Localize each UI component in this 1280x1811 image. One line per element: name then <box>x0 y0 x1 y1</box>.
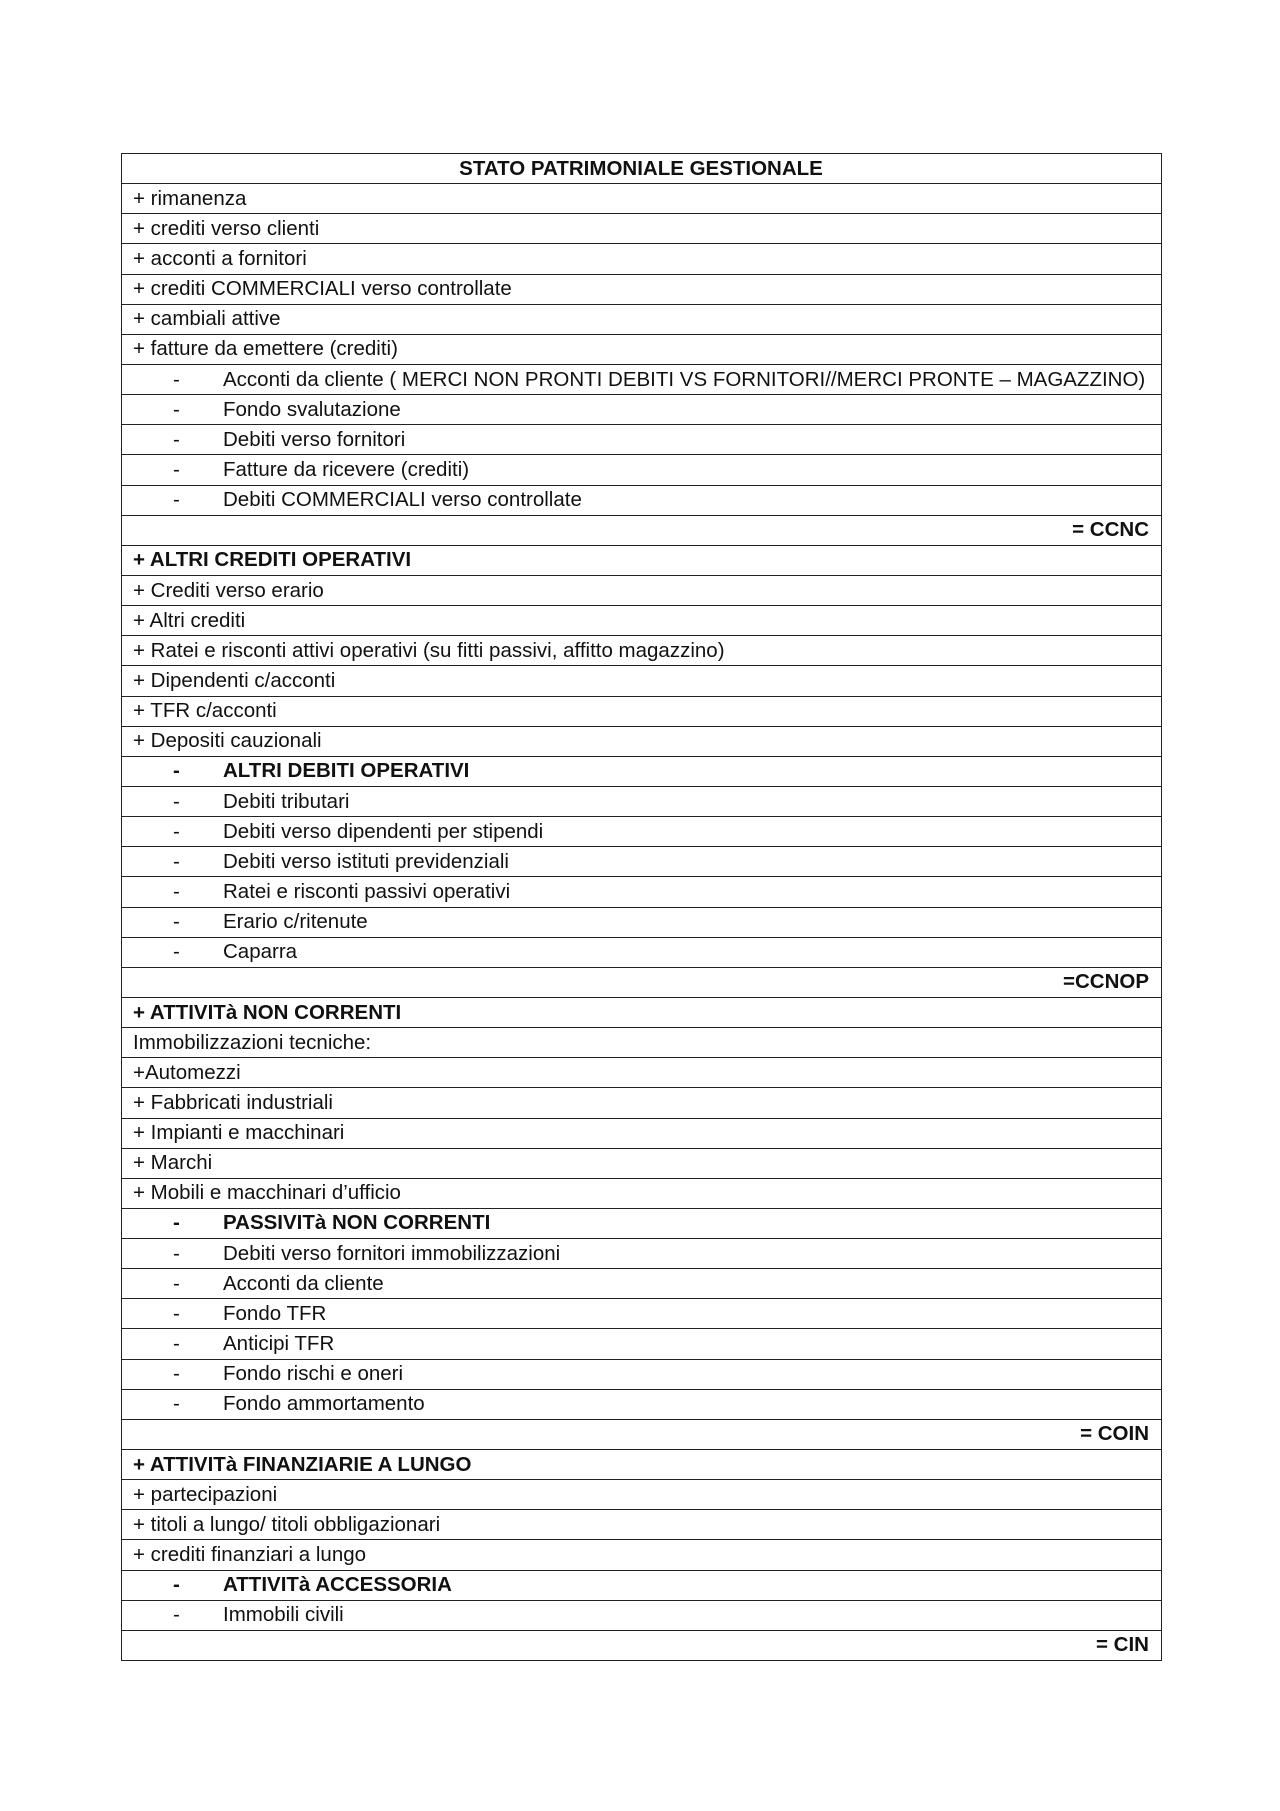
minus-sign: - <box>173 1332 180 1356</box>
row-label: Fondo rischi e oneri <box>223 1362 404 1386</box>
row-label: Debiti verso fornitori <box>223 427 406 451</box>
total-label: = CCNC <box>122 515 1162 545</box>
table-row <box>122 877 1162 907</box>
row-cell <box>122 907 1162 937</box>
table-row <box>122 455 1162 485</box>
row-cell <box>122 1208 1162 1238</box>
table-row <box>122 997 1162 1027</box>
row-label: + Mobili e macchinari d’ufficio <box>122 1178 1162 1208</box>
row-label: Immobilizzazioni tecniche: <box>122 1028 1162 1058</box>
minus-sign: - <box>173 789 180 813</box>
row-label: PASSIVITà NON CORRENTI <box>223 1211 491 1235</box>
table-row <box>122 1299 1162 1329</box>
table-row <box>122 1329 1162 1359</box>
minus-sign: - <box>173 849 180 873</box>
row-cell <box>122 1600 1162 1630</box>
table-row <box>122 786 1162 816</box>
table-row <box>122 425 1162 455</box>
table-row <box>122 666 1162 696</box>
minus-sign: - <box>173 397 180 421</box>
table-row <box>122 847 1162 877</box>
row-label: Fondo svalutazione <box>223 397 401 421</box>
minus-sign: - <box>173 488 180 512</box>
row-cell <box>122 1299 1162 1329</box>
table-row <box>122 937 1162 967</box>
row-cell <box>122 364 1162 394</box>
minus-sign: - <box>173 1301 180 1325</box>
table-row <box>122 907 1162 937</box>
row-label: + crediti COMMERCIALI verso controllate <box>122 274 1162 304</box>
table-row <box>122 1208 1162 1238</box>
row-label: Ratei e risconti passivi operativi <box>223 879 511 903</box>
table-row <box>122 726 1162 756</box>
table-row <box>122 1178 1162 1208</box>
table-row <box>122 395 1162 425</box>
table-row <box>122 1239 1162 1269</box>
row-label: + acconti a fornitori <box>122 244 1162 274</box>
table-row <box>122 1028 1162 1058</box>
total-label: =CCNOP <box>122 967 1162 997</box>
table-row <box>122 1359 1162 1389</box>
total-row <box>122 1419 1162 1449</box>
balance-sheet-table <box>121 153 1162 1661</box>
row-label: Erario c/ritenute <box>223 910 368 934</box>
table-row <box>122 636 1162 666</box>
table-row <box>122 184 1162 214</box>
row-cell <box>122 395 1162 425</box>
row-label: + crediti verso clienti <box>122 214 1162 244</box>
row-label: + ALTRI CREDITI OPERATIVI <box>122 545 1162 575</box>
table-title: STATO PATRIMONIALE GESTIONALE <box>122 154 1162 184</box>
row-label: Fondo TFR <box>223 1301 327 1325</box>
row-label: Immobili civili <box>223 1603 344 1627</box>
table-row <box>122 274 1162 304</box>
total-row <box>122 515 1162 545</box>
row-cell <box>122 425 1162 455</box>
row-cell <box>122 786 1162 816</box>
minus-sign: - <box>173 457 180 481</box>
minus-sign: - <box>173 940 180 964</box>
minus-sign: - <box>173 910 180 934</box>
total-row <box>122 1630 1162 1660</box>
row-label: Fatture da ricevere (crediti) <box>223 457 470 481</box>
table-row <box>122 214 1162 244</box>
row-cell <box>122 1269 1162 1299</box>
row-label: + cambiali attive <box>122 304 1162 334</box>
table-row <box>122 817 1162 847</box>
row-cell <box>122 937 1162 967</box>
row-cell <box>122 756 1162 786</box>
row-label: + partecipazioni <box>122 1480 1162 1510</box>
row-label: Debiti tributari <box>223 789 350 813</box>
table-row <box>122 1480 1162 1510</box>
row-label: Acconti da cliente ( MERCI NON PRONTI DEBITI VS FORNITORI//MERCI PRONTE – MAGAZZINO) <box>223 367 1146 391</box>
minus-sign: - <box>173 1392 180 1416</box>
table-row <box>122 1058 1162 1088</box>
row-label: + fatture da emettere (crediti) <box>122 334 1162 364</box>
row-label: + TFR c/acconti <box>122 696 1162 726</box>
table-row <box>122 1570 1162 1600</box>
row-cell <box>122 817 1162 847</box>
row-label: Acconti da cliente <box>223 1271 384 1295</box>
row-label: + Marchi <box>122 1148 1162 1178</box>
table-row <box>122 244 1162 274</box>
row-label: + ATTIVITà FINANZIARIE A LUNGO <box>122 1450 1162 1480</box>
table-row <box>122 1088 1162 1118</box>
total-row <box>122 967 1162 997</box>
row-label: Caparra <box>223 940 298 964</box>
row-label: + Depositi cauzionali <box>122 726 1162 756</box>
minus-sign: - <box>173 759 180 783</box>
row-label: + Impianti e macchinari <box>122 1118 1162 1148</box>
row-cell <box>122 877 1162 907</box>
row-label: + titoli a lungo/ titoli obbligazionari <box>122 1510 1162 1540</box>
row-label: +Automezzi <box>122 1058 1162 1088</box>
row-label: Debiti verso istituti previdenziali <box>223 849 509 873</box>
total-label: = CIN <box>122 1630 1162 1660</box>
table-row <box>122 485 1162 515</box>
row-label: + Fabbricati industriali <box>122 1088 1162 1118</box>
minus-sign: - <box>173 1271 180 1295</box>
row-label: Debiti verso fornitori immobilizzazioni <box>223 1241 561 1265</box>
row-cell <box>122 1570 1162 1600</box>
table-row <box>122 364 1162 394</box>
table-row <box>122 756 1162 786</box>
minus-sign: - <box>173 819 180 843</box>
minus-sign: - <box>173 1211 180 1235</box>
row-label: + crediti finanziari a lungo <box>122 1540 1162 1570</box>
total-label: = COIN <box>122 1419 1162 1449</box>
table-row <box>122 575 1162 605</box>
balance-sheet-body <box>122 154 1162 1661</box>
row-cell <box>122 485 1162 515</box>
row-label: Debiti verso dipendenti per stipendi <box>223 819 544 843</box>
table-row <box>122 1450 1162 1480</box>
table-row <box>122 1269 1162 1299</box>
row-label: Anticipi TFR <box>223 1332 335 1356</box>
table-row <box>122 606 1162 636</box>
row-label: + Altri crediti <box>122 606 1162 636</box>
table-row <box>122 1540 1162 1570</box>
table-row <box>122 1389 1162 1419</box>
table-row <box>122 1600 1162 1630</box>
row-label: Debiti COMMERCIALI verso controllate <box>223 488 582 512</box>
table-row <box>122 304 1162 334</box>
minus-sign: - <box>173 367 180 391</box>
table-title-row <box>122 154 1162 184</box>
row-cell <box>122 1389 1162 1419</box>
table-row <box>122 545 1162 575</box>
table-row <box>122 1118 1162 1148</box>
minus-sign: - <box>173 879 180 903</box>
row-cell <box>122 847 1162 877</box>
minus-sign: - <box>173 1362 180 1386</box>
row-cell <box>122 455 1162 485</box>
table-row <box>122 334 1162 364</box>
row-label: + ATTIVITà NON CORRENTI <box>122 997 1162 1027</box>
row-label: Fondo ammortamento <box>223 1392 425 1416</box>
table-row <box>122 1148 1162 1178</box>
minus-sign: - <box>173 427 180 451</box>
row-label: + Ratei e risconti attivi operativi (su fitti passivi, affitto magazzino) <box>122 636 1162 666</box>
row-label: + Crediti verso erario <box>122 575 1162 605</box>
table-row <box>122 1510 1162 1540</box>
minus-sign: - <box>173 1603 180 1627</box>
row-label: ATTIVITà ACCESSORIA <box>223 1573 452 1597</box>
minus-sign: - <box>173 1241 180 1265</box>
row-label: ALTRI DEBITI OPERATIVI <box>223 759 470 783</box>
row-cell <box>122 1329 1162 1359</box>
row-cell <box>122 1239 1162 1269</box>
row-label: + Dipendenti c/acconti <box>122 666 1162 696</box>
table-row <box>122 696 1162 726</box>
row-cell <box>122 1359 1162 1389</box>
minus-sign: - <box>173 1573 180 1597</box>
row-label: + rimanenza <box>122 184 1162 214</box>
